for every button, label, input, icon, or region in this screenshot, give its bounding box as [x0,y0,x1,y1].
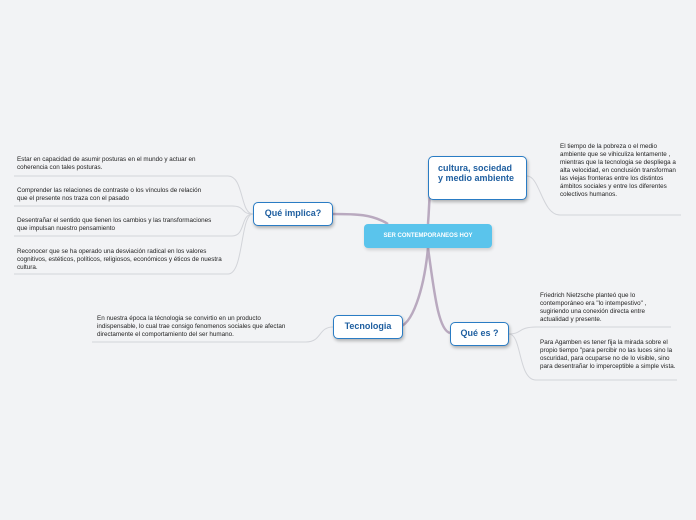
topic-tecnologia[interactable] [333,315,403,339]
note-implica-1: Estar en capacidad de asumir posturas en el mundo y actuar en coherencia con tales posturas. [17,156,196,171]
central-topic[interactable]: SER CONTEMPORANEOS HOY [364,224,492,248]
note-implica-3: Desentrañar el sentido que tienen los cambios y las transformaciones que impulsan nuestro pensamiento [17,217,212,232]
topic-que-implica[interactable] [253,202,333,226]
topic-que-implica-label: Qué implica? [264,208,322,218]
topic-tecnologia-label: Tecnologia [344,321,392,331]
note-tecnologia: En nuestra época la técnologia se convirtio en un producto indispensable, lo cual trae consigo fenomenos sociales que afectan directamente el comportamiento del ser humano. [97,315,286,338]
topic-cultura-label: cultura, sociedad y medio ambiente [438,163,515,183]
link-quees-note-1 [509,327,671,334]
note-cultura: El tiempo de la pobreza o el medio ambiente que se vihiculiza lentamente , mientras que la tecnologia se despliega a alta velocidad, en conclusión transforman las viejas fronteras entre los distintos ámbitos sociales y entre los diferentes colectivos humanos. [560,143,676,198]
note-implica-2: Comprender las relaciones de contraste o los vínculos de relación que el presente nos traza con el pasado [17,187,202,202]
link-center-tecnologia [398,248,428,327]
note-que-es-1: Friedrich Nietzsche planteó que lo contemporáneo era "lo intempestivo" , sugiriendo una conexión directa entre actualidad y presente. [540,292,647,323]
link-center-quees [428,248,450,333]
note-que-es-2: Para Agamben es tener fija la mirada sobre el propio tiempo "para percibir no las luces sino la oscuridad, para ocuparse no de lo visible, sino para desentrañar lo imperceptible a simple vista. [540,339,676,370]
topic-cultura-sociedad[interactable] [428,156,527,200]
note-implica-4: Reconocer que se ha operado una desviación radical en los valores cognitivos, estéticos, políticos, religiosos, económicos y éticos de nuestra cultura. [17,248,222,271]
topic-que-es-label: Qué es ? [460,328,499,338]
topic-que-es[interactable] [450,322,509,346]
link-center-implica [332,214,388,224]
link-implica-note-2 [14,206,253,214]
